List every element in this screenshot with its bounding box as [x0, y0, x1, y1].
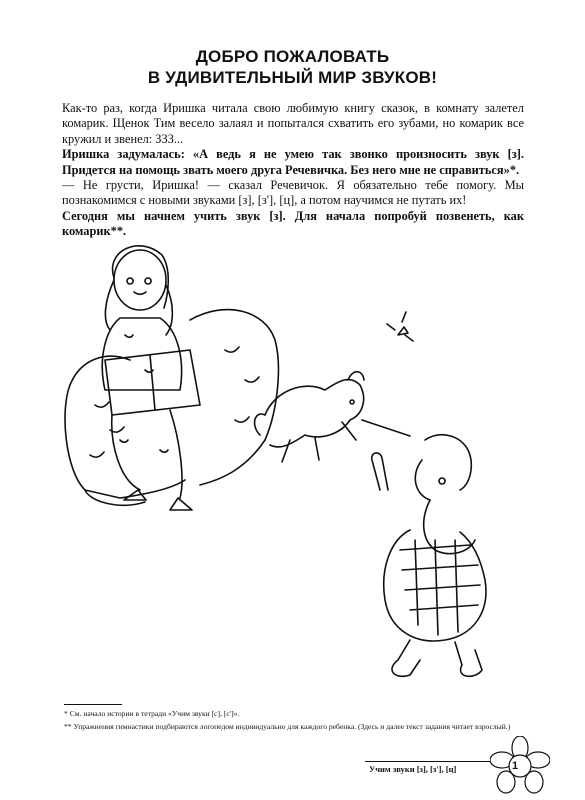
footnote-2: ** Упражнения гимнастики подбираются логопедом индивидуально для каждого ребенка. (Здесь и далее текст задания читает взрослый.) — [64, 722, 511, 731]
story-illustration — [50, 240, 500, 690]
story-text — [62, 101, 524, 240]
page-title — [0, 46, 585, 88]
paragraph-1: Как-то раз, когда Иришка читала свою любимую книгу сказок, в комнату залетел комарик. Щенок Тим весело залаял и попытался схватить его зубами, но комарик все кружил и звенел: ЗЗЗ... — [62, 101, 524, 146]
paragraph-2: Иришка задумалась: «А ведь я не умею так звонко произносить звук [з]. Придется на помощь звать моего друга Речевичка. Без него мне не справиться»*. — [62, 147, 524, 177]
armchair-drawing — [65, 310, 278, 506]
footnote-1: * См. начало истории в тетради «Учим звуки [с], [с']». — [64, 709, 240, 718]
footnote-divider — [64, 704, 122, 705]
page-number: 1 — [511, 760, 519, 772]
paragraph-3: — Не грусти, Иришка! — сказал Речевичок. Я обязательно тебе помогу. Мы познакомимся с новыми звуками [з], [з'], [ц], а потом научимся не путать их! — [62, 178, 524, 208]
mosquito-drawing — [387, 312, 413, 341]
title-line-2: В УДИВИТЕЛЬНЫЙ МИР ЗВУКОВ! — [147, 68, 438, 87]
title-line-1: ДОБРО ПОЖАЛОВАТЬ — [195, 47, 390, 66]
paragraph-4: Сегодня мы начнем учить звук [з]. Для начала попробуй позвенеть, как комарик**. — [62, 208, 524, 239]
gnome-drawing — [372, 435, 486, 677]
footer-label: Учим звуки [з], [з'], [ц] — [369, 764, 457, 774]
girl-drawing — [102, 246, 200, 510]
